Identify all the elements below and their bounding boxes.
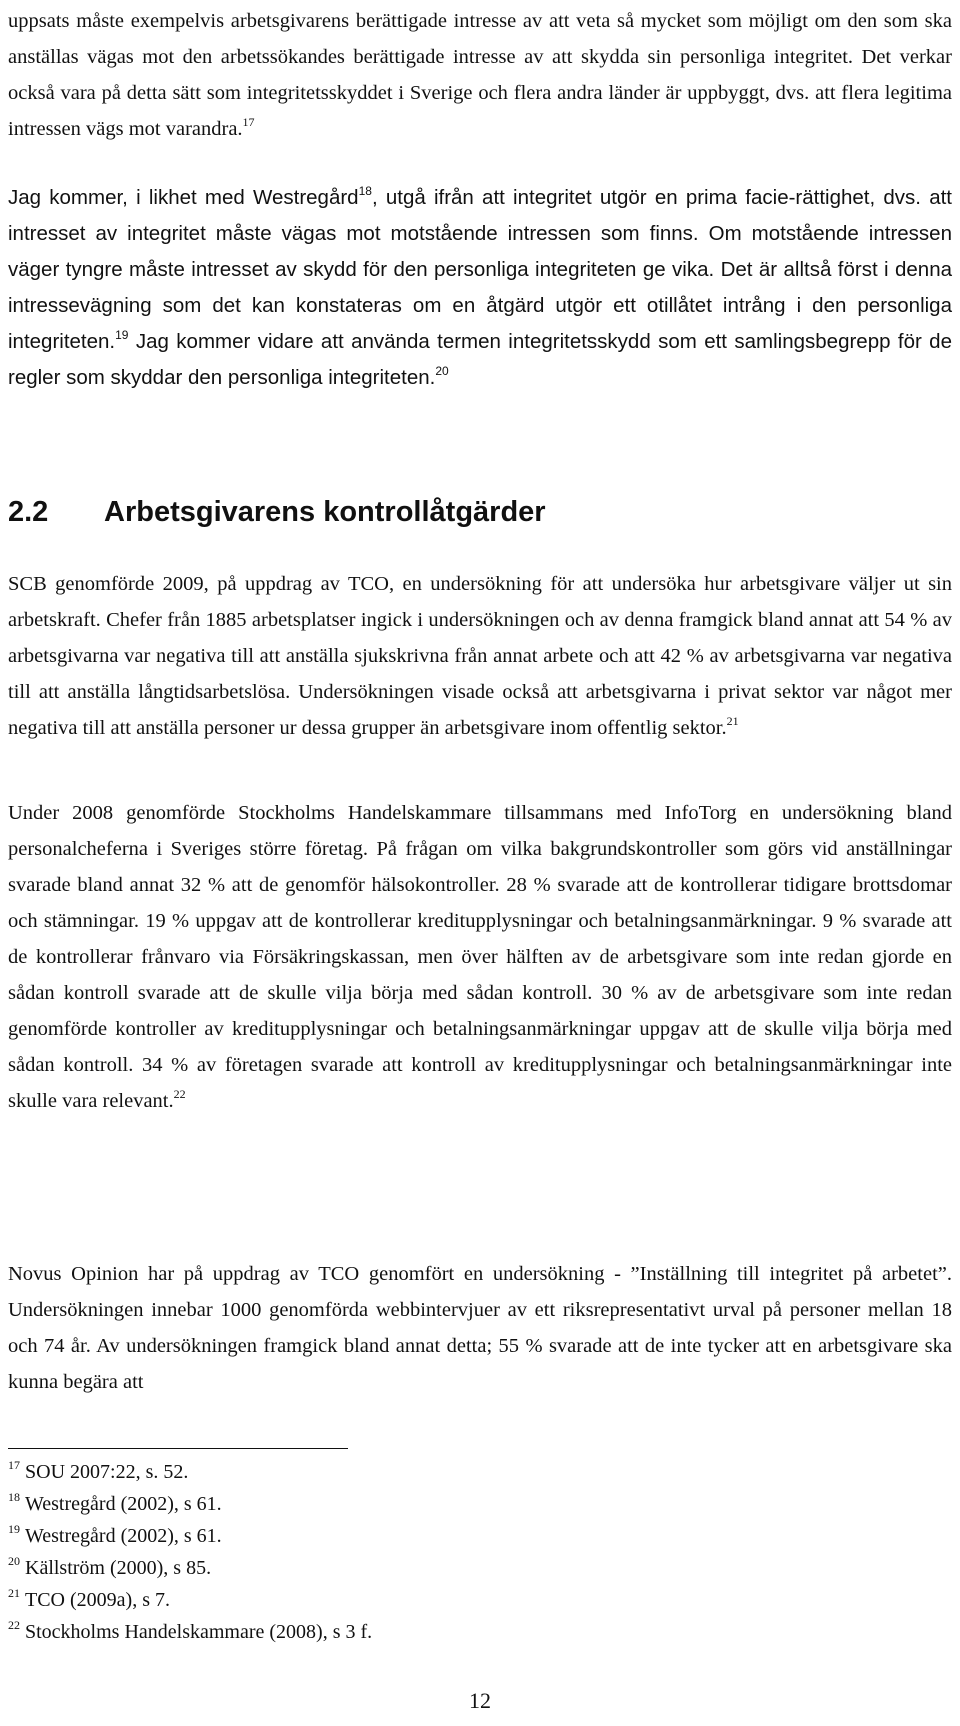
paragraph-handelskammare-survey <box>8 795 952 1119</box>
footnote-item <box>8 1584 372 1616</box>
footnote-item <box>8 1488 372 1520</box>
footnote-separator <box>8 1448 348 1449</box>
paragraph-text: , utgå ifrån att integritet utgör en prima facie-rättighet, dvs. att intresset av integritet måste vägas mot motstående intressen som finns. Om motstående intressen väger tyngre måste intresset av skydd för den personliga integriteten ge vika. Det är alltså först i denna intressevägning som det kan konstateras om en åtgärd utgör ett otillåtet intrång i den personliga integriteten. <box>8 186 953 353</box>
footnote-text: Westregård (2002), s 61. <box>25 1525 222 1547</box>
footnote-text: Stockholms Handelskammare (2008), s 3 f. <box>25 1621 373 1643</box>
footnote-ref-22: 22 <box>173 1087 186 1101</box>
paragraph-text: Novus Opinion har på uppdrag av TCO genomfört en undersökning - ”Inställning till integritet på arbetet”. Undersökningen innebar 1000 genomförda webbintervjuer av ett riksrepresentativt urval på personer mellan 18 och 74 år. Av undersökningen framgick bland annat detta; 55 % svarade att de inte tycker att en arbetsgivare ska kunna begära att <box>8 1263 952 1393</box>
paragraph-text: Jag kommer, i likhet med Westregård <box>8 186 359 209</box>
paragraph-prima-facie <box>8 180 952 396</box>
footnote-item <box>8 1520 372 1552</box>
footnote-text: TCO (2009a), s 7. <box>25 1589 170 1611</box>
footnote-number: 22 <box>8 1618 20 1632</box>
page-number: 12 <box>469 1688 491 1713</box>
footnote-number: 21 <box>8 1586 20 1600</box>
footnote-ref-17: 17 <box>242 115 255 129</box>
footnote-item <box>8 1552 372 1584</box>
footnote-list <box>8 1456 372 1648</box>
section-title: Arbetsgivarens kontrollåtgärder <box>104 496 546 528</box>
footnote-text: Westregård (2002), s 61. <box>25 1493 222 1515</box>
paragraph-weighing-interests <box>8 3 952 147</box>
footnote-number: 19 <box>8 1522 20 1536</box>
footnote-ref-21: 21 <box>726 714 739 728</box>
footnote-number: 18 <box>8 1490 20 1504</box>
footnote-ref-18: 18 <box>358 184 372 198</box>
section-number: 2.2 <box>8 496 49 528</box>
footnote-item <box>8 1456 372 1488</box>
section-heading <box>8 492 546 532</box>
paragraph-text: uppsats måste exempelvis arbetsgivarens berättigade intresse av att veta så mycket som möjligt om den som ska anställas vägas mot den arbetssökandes berättigade intresse av att skydda sin personliga integritet. Det verkar också vara på detta sätt som integritetsskyddet i Sverige och flera andra länder är uppbyggt, dvs. att flera legitima intressen vägs mot varandra. <box>8 10 952 140</box>
footnote-number: 17 <box>8 1458 20 1472</box>
paragraph-text: Jag kommer vidare att använda termen integritetsskydd som ett samlingsbegrepp för de regler som skyddar den personliga integriteten. <box>8 330 952 389</box>
footnote-text: Källström (2000), s 85. <box>25 1557 212 1579</box>
footnote-text: SOU 2007:22, s. 52. <box>25 1461 189 1483</box>
paragraph-scb-survey <box>8 566 952 746</box>
footnote-ref-19: 19 <box>115 328 129 342</box>
paragraph-novus-survey <box>8 1256 952 1400</box>
paragraph-text: SCB genomförde 2009, på uppdrag av TCO, en undersökning för att undersöka hur arbetsgivare väljer ut sin arbetskraft. Chefer från 1885 arbetsplatser ingick i undersökningen och av denna framgick bland annat att 54 % av arbetsgivarna var negativa till att anställa sjukskrivna från annat arbete och att 42 % av arbetsgivarna var negativa till att anställa långtidsarbetslösa. Undersökningen visade också att arbetsgivarna i privat sektor var något mer negativa till att anställa personer ur dessa grupper än arbetsgivare inom offentlig sektor. <box>8 573 952 739</box>
footnote-item <box>8 1616 372 1648</box>
document-page <box>8 0 952 1726</box>
footnote-number: 20 <box>8 1554 20 1568</box>
footnote-ref-20: 20 <box>435 364 449 378</box>
paragraph-text: Under 2008 genomförde Stockholms Handelskammare tillsammans med InfoTorg en undersökning bland personalcheferna i Sveriges större företag. På frågan om vilka bakgrundskontroller som görs vid anställningar svarade bland annat 32 % att de genomför hälsokontroller. 28 % svarade att de kontrollerar tidigare brottsdomar och stämningar. 19 % uppgav att de kontrollerar kreditupplysningar och betalningsanmärkningar. 9 % svarade att de kontrollerar frånvaro via Försäkringskassan, men över hälften av de arbetsgivare som inte redan gjorde en sådan kontroll svarade att de skulle vilja börja med sådan kontroll. 30 % av de arbetsgivare som inte redan genomförde kontroller av kreditupplysningar och betalningsanmärkningar uppgav att de skulle vilja börja med sådan kontroll. 34 % av företagen svarade att kontroll av kreditupplysningar och betalningsanmärkningar inte skulle vara relevant. <box>8 802 952 1112</box>
